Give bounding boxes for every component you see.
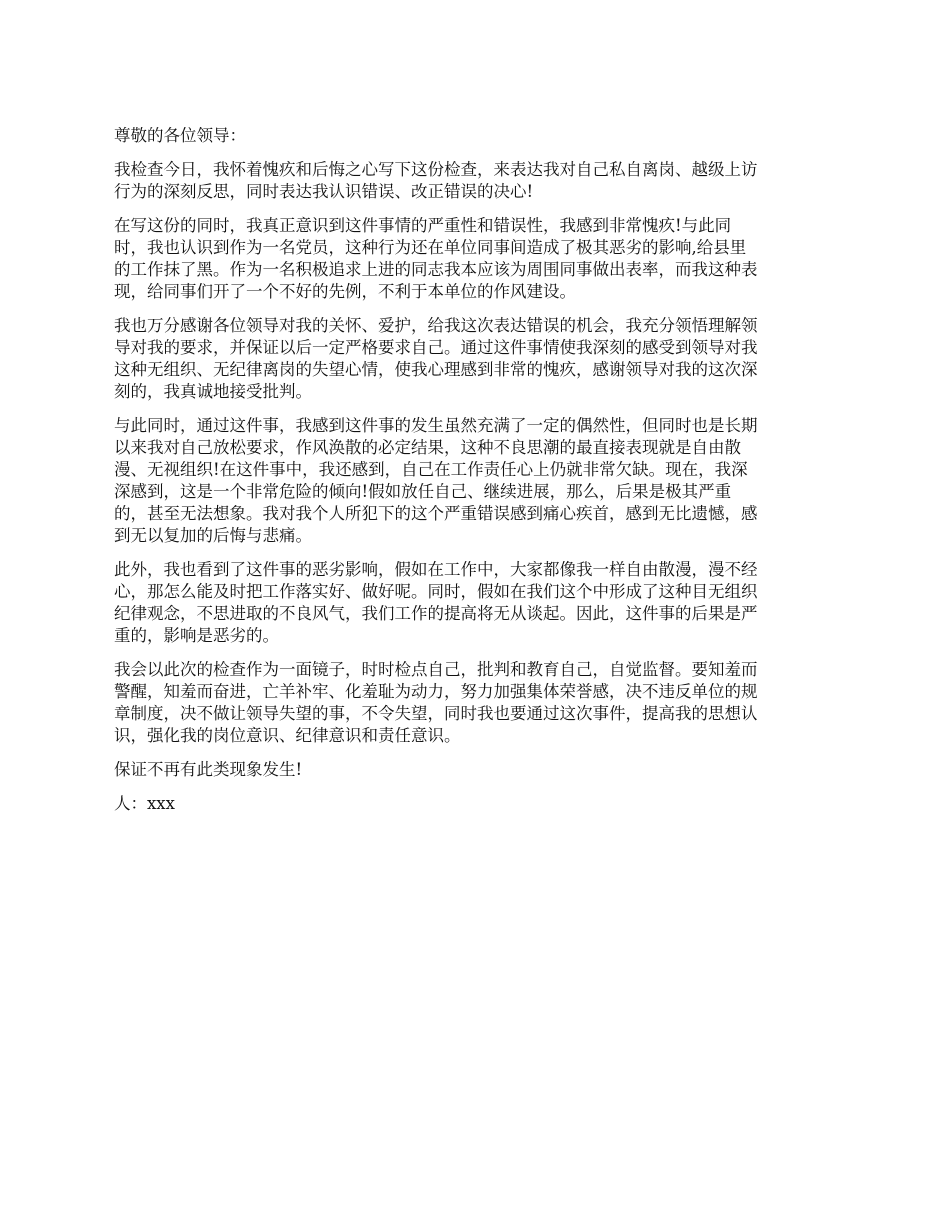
paragraph-line: 的工作抹了黑。作为一名积极追求上进的同志我本应该为周围同事做出表率，而我这种表 <box>114 260 758 279</box>
paragraph-line: 现，给同事们开了一个不好的先例，不利于本单位的作风建设。 <box>114 282 576 301</box>
paragraph-line: 的，甚至无法想象。我对我个人所犯下的这个严重错误感到痛心疾首，感到无比遗憾，感 <box>114 504 758 523</box>
paragraph-4 <box>114 415 840 547</box>
paragraph-line: 此外，我也看到了这件事的恶劣影响，假如在工作中，大家都像我一样自由散漫，漫不经 <box>114 560 758 579</box>
paragraph-line: 在写这份的同时，我真正意识到这件事情的严重性和错误性，我感到非常愧疚!与此同 <box>114 216 732 235</box>
paragraph-line: 行为的深刻反思，同时表达我认识错误、改正错误的决心! <box>114 182 534 201</box>
paragraph-line: 以来我对自己放松要求，作风涣散的必定结果，这种不良思潮的最直接表现就是自由散 <box>114 438 741 457</box>
paragraph-line: 与此同时，通过这件事，我感到这件事的发生虽然充满了一定的偶然性，但同时也是长期 <box>114 416 758 435</box>
paragraph-line: 深感到，这是一个非常危险的倾向!假如放任自己、继续进展，那么，后果是极其严重 <box>114 482 732 501</box>
document-body <box>114 125 840 815</box>
paragraph-6 <box>114 659 840 747</box>
paragraph-line: 漫、无视组织!在这件事中，我还感到，自己在工作责任心上仍就非常欠缺。现在，我深 <box>114 460 748 479</box>
paragraph-7 <box>114 759 840 781</box>
paragraph-line: 心，那怎么能及时把工作落实好、做好呢。同时，假如在我们这个中形成了这种目无组织 <box>114 582 758 601</box>
paragraph-line: 章制度，决不做让领导失望的事，不令失望，同时我也要通过这次事件，提高我的思想认 <box>114 704 758 723</box>
signature: 人：xxx <box>114 794 175 813</box>
paragraph-2 <box>114 215 840 303</box>
paragraph-line: 导对我的要求，并保证以后一定严格要求自己。通过这件事情使我深刻的感受到领导对我 <box>114 338 758 357</box>
paragraph-line: 警醒，知羞而奋进，亡羊补牢、化羞耻为动力，努力加强集体荣誉感，决不违反单位的规 <box>114 682 758 701</box>
paragraph-line: 保证不再有此类现象发生! <box>114 760 303 779</box>
paragraph-line: 刻的，我真诚地接受批判。 <box>114 382 312 401</box>
paragraph-line: 我检查今日，我怀着愧疚和后悔之心写下这份检查，来表达我对自己私自离岗、越级上访 <box>114 160 758 179</box>
greeting: 尊敬的各位领导： <box>114 126 246 145</box>
paragraph-line: 识，强化我的岗位意识、纪律意识和责任意识。 <box>114 726 461 745</box>
paragraph-line: 重的，影响是恶劣的。 <box>114 626 279 645</box>
paragraph-line: 纪律观念，不思进取的不良风气，我们工作的提高将无从谈起。因此，这件事的后果是严 <box>114 604 758 623</box>
paragraph-5 <box>114 559 840 647</box>
paragraph-line: 到无以复加的后悔与悲痛。 <box>114 526 312 545</box>
paragraph-line: 我会以此次的检查作为一面镜子，时时检点自己，批判和教育自己，自觉监督。要知羞而 <box>114 660 758 679</box>
paragraph-line: 时，我也认识到作为一名党员，这种行为还在单位同事间造成了极其恶劣的影响,给县里 <box>114 238 747 257</box>
paragraph-line: 这种无组织、无纪律离岗的失望心情，使我心理感到非常的愧疚，感谢领导对我的这次深 <box>114 360 758 379</box>
paragraph-line: 我也万分感谢各位领导对我的关怀、爱护，给我这次表达错误的机会，我充分领悟理解领 <box>114 316 758 335</box>
paragraph-1 <box>114 159 840 203</box>
paragraph-3 <box>114 315 840 403</box>
